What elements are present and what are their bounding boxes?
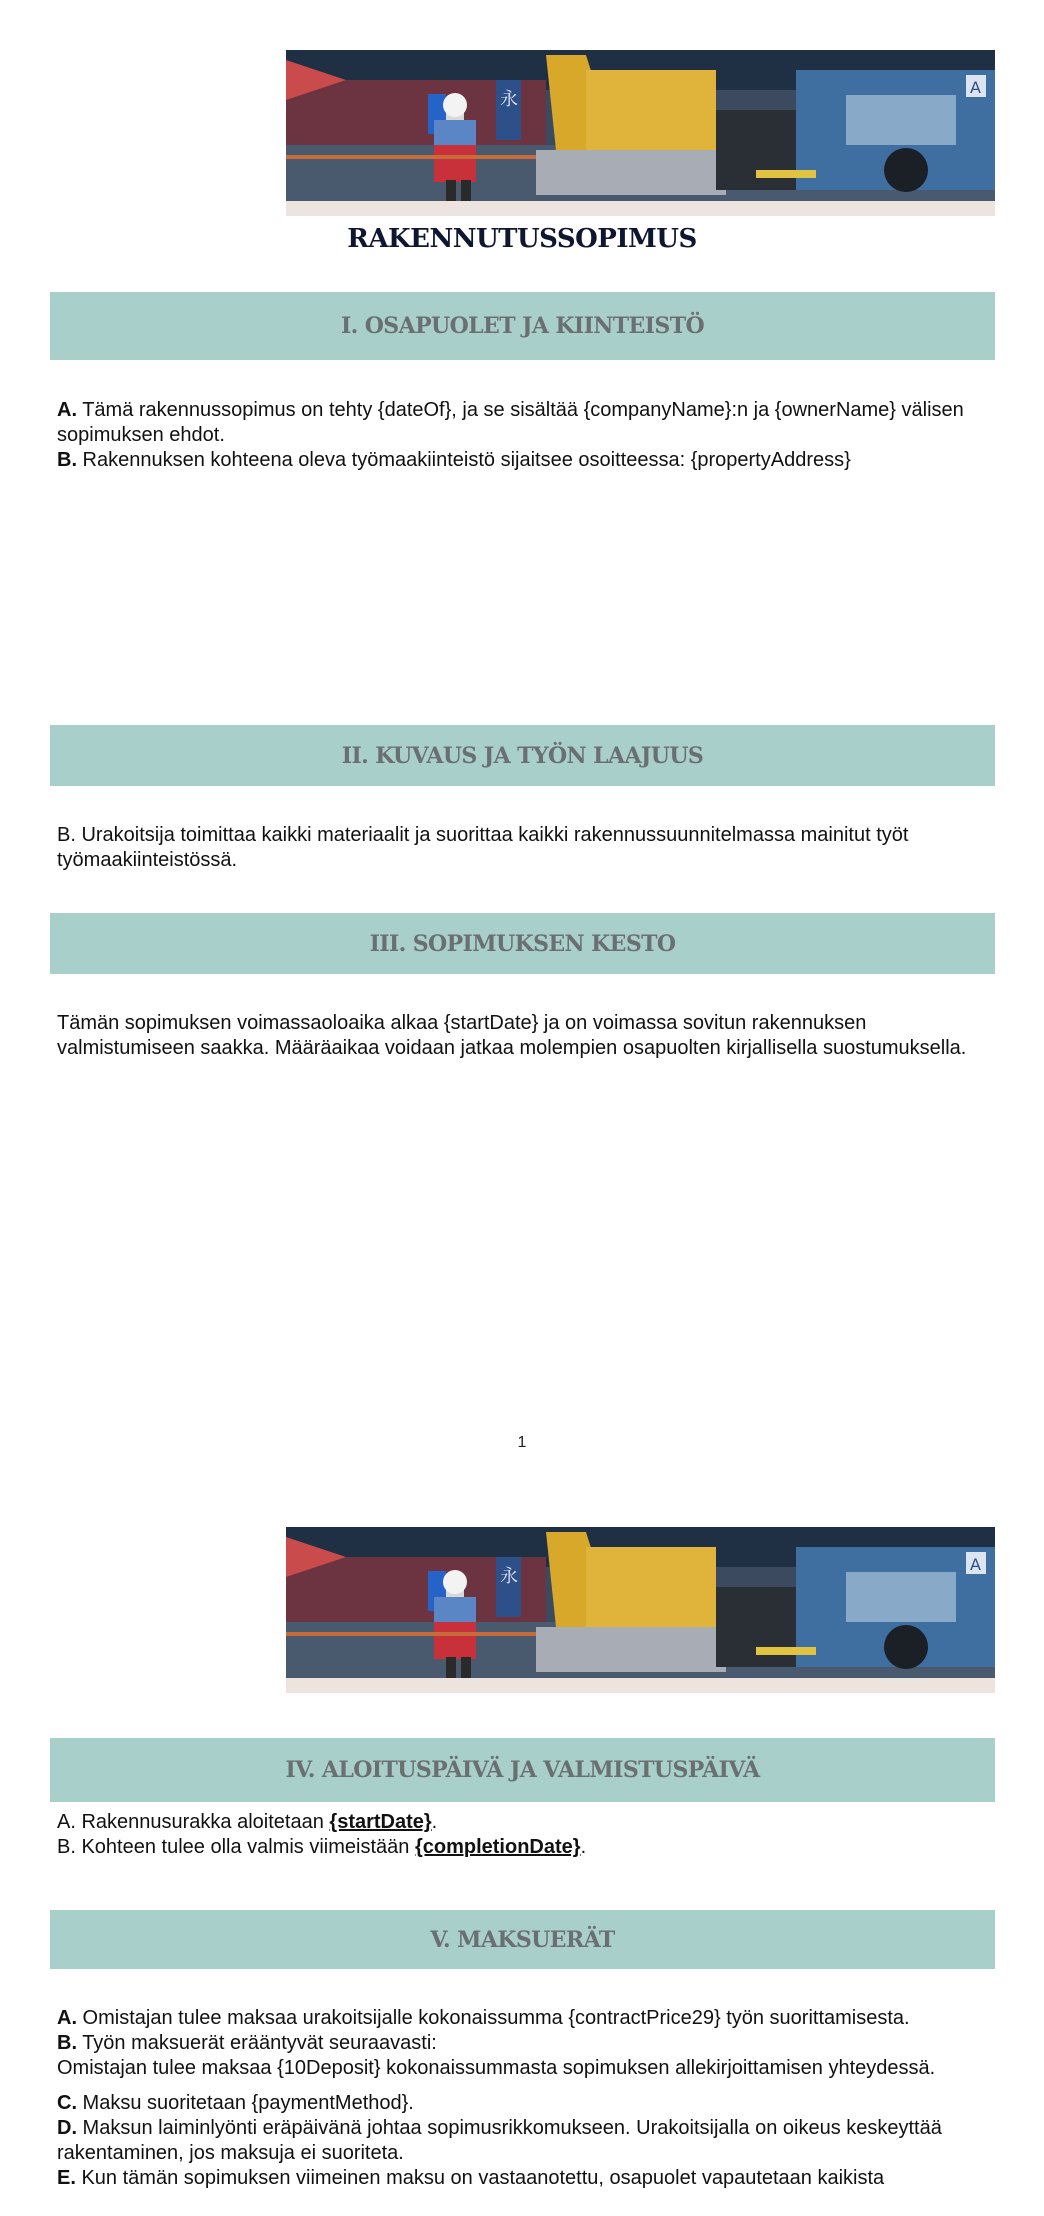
- section-header-parties: I. OSAPUOLET JA KIINTEISTÖ: [50, 292, 995, 360]
- clause-a: A. Tämä rakennussopimus on tehty {dateOf}, ja se sisältää {companyName}:n ja {ownerName} välisen sopimuksen ehdot.: [57, 399, 964, 446]
- section-duration-body: Tämän sopimuksen voimassaoloaika alkaa {startDate} ja on voimassa sovitun rakennuksen valmistumiseen saakka. Määräaikaa voidaan jatkaa molempien osapuolten kirjallisella suostumuksella.: [57, 1012, 967, 1059]
- section-payments-body: [57, 2006, 987, 2191]
- clause-a: A. Omistajan tulee maksaa urakoitsijalle kokonaissumma {contractPrice29} työn suorittamisesta.: [57, 2007, 910, 2029]
- construction-site-photo: [286, 1527, 995, 1678]
- clause-c: C. Maksu suoritetaan {paymentMethod}.: [57, 2092, 414, 2114]
- header-banner-image: [286, 1527, 995, 1693]
- svg-text:A: A: [970, 1555, 981, 1574]
- page-2: [0, 1480, 1044, 2216]
- clause-b: B. Kohteen tulee olla valmis viimeistään {completionDate}.: [57, 1836, 587, 1858]
- section-header-dates: IV. ALOITUSPÄIVÄ JA VALMISTUSPÄIVÄ: [50, 1738, 995, 1802]
- section-header-scope: II. KUVAUS JA TYÖN LAAJUUS: [50, 725, 995, 786]
- page-number: 1: [517, 1434, 527, 1451]
- clause-b: B. Rakennuksen kohteena oleva työmaakiinteistö sijaitsee osoitteessa: {propertyAddress}: [57, 449, 851, 471]
- section-header-payments: V. MAKSUERÄT: [50, 1910, 995, 1969]
- section-dates-body: [57, 1810, 987, 1860]
- clause-a: A. Rakennusurakka aloitetaan {startDate}.: [57, 1811, 438, 1833]
- clause-b: B. Työn maksuerät erääntyvät seuraavasti:: [57, 2032, 437, 2054]
- svg-text:永: 永: [500, 1566, 518, 1587]
- section-header-duration: III. SOPIMUKSEN KESTO: [50, 913, 995, 974]
- document-title: RAKENNUTUSSOPIMUS: [347, 224, 697, 254]
- clause-e: E. Kun tämän sopimuksen viimeinen maksu on vastaanotettu, osapuolet vapautetaan kaikista: [57, 2167, 885, 2189]
- section-scope-body: B. Urakoitsija toimittaa kaikki materiaalit ja suorittaa kaikki rakennussuunnitelmassa mainitut työt työmaakiinteistössä.: [57, 824, 909, 871]
- construction-site-photo: [286, 50, 995, 201]
- clause-d: D. Maksun laiminlyönti eräpäivänä johtaa sopimusrikkomukseen. Urakoitsijalla on oikeus keskeyttää rakentaminen, jos maksuja ei suoriteta.: [57, 2117, 942, 2164]
- svg-text:永: 永: [500, 89, 518, 110]
- clause-b-detail: Omistajan tulee maksaa {10Deposit} kokonaissummasta sopimuksen allekirjoittamisen yhteydessä.: [57, 2057, 936, 2079]
- section-parties-body: [57, 398, 987, 473]
- svg-text:A: A: [970, 78, 981, 97]
- header-banner-image: [286, 50, 995, 216]
